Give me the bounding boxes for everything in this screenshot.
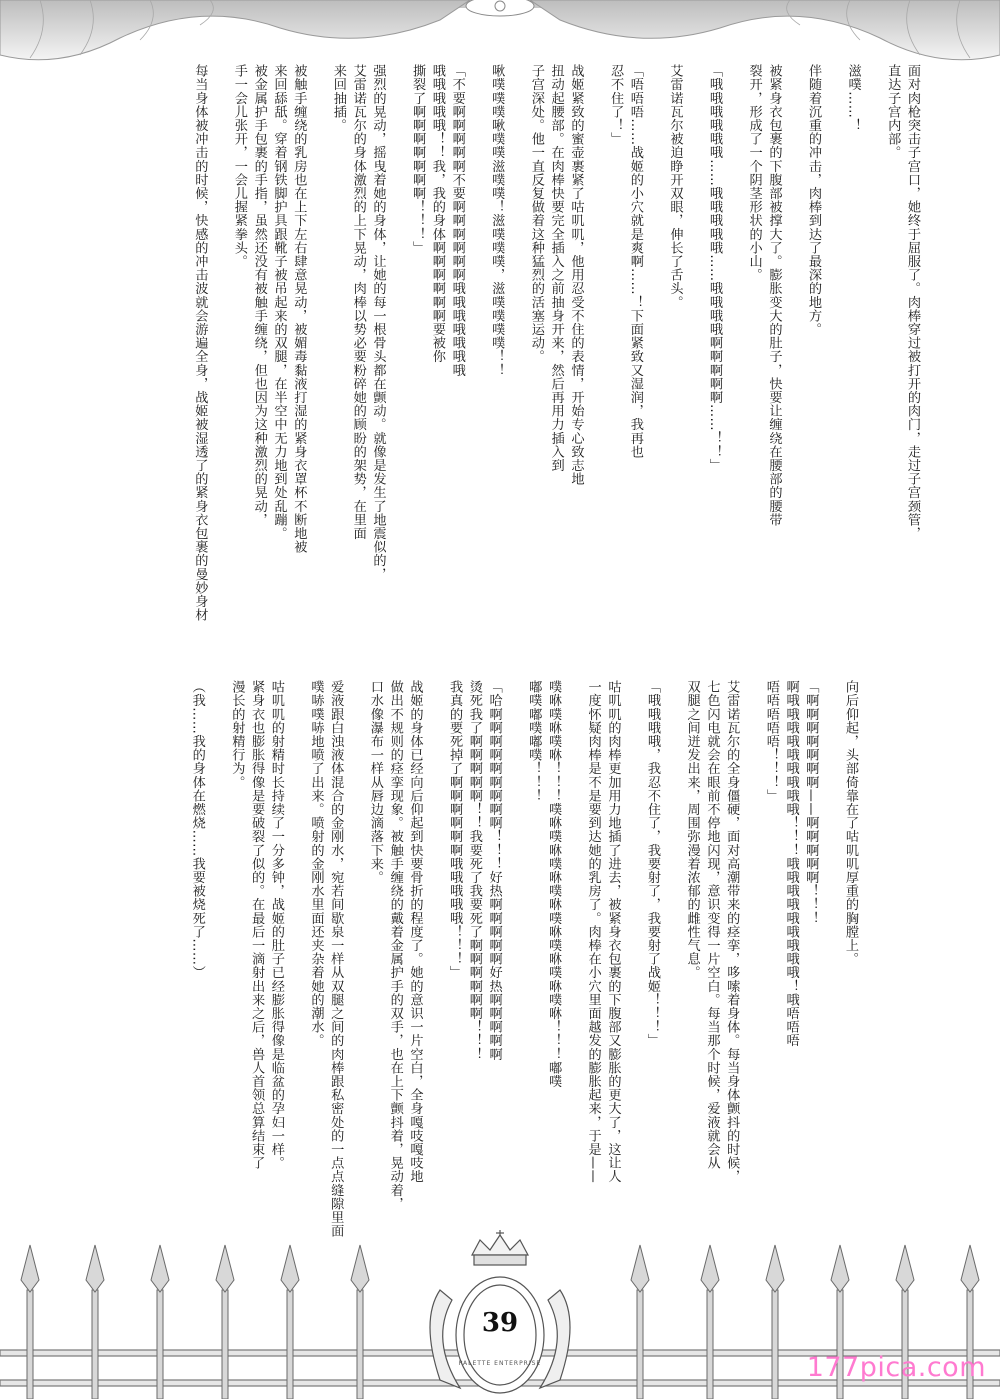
text-column: 漫长的射精行为。 [229,680,245,789]
text-column: 滋噗……！ [845,64,861,132]
text-column: 手一会儿张开，一会儿握紧拳头。 [231,64,247,268]
fence-spear-tip [351,1245,369,1292]
publisher-mark: PALETTE ENTERPRISE [458,1360,542,1367]
text-column [863,64,883,604]
text-column [467,64,487,604]
text-column: 口水像瀑布一样从唇边滴落下来。 [367,680,383,884]
fence-spear [357,1290,363,1399]
text-column [820,680,840,1180]
text-column: 被紧身衣包裹的下腹部被撑大了。膨胀变大的肚子，快要让缠绕在腰部的腰带 [766,64,782,527]
fence-spear-tip [896,1245,914,1292]
fence-spear-tip [281,1245,299,1292]
text-column [387,64,407,604]
fence-spear-tip [21,1245,39,1292]
site-watermark: 177pica.com [806,1352,986,1383]
text-column: 「啊啊啊啊啊啊啊——啊啊啊啊啊！！！ [803,680,819,925]
text-column: （我……我的身体在燃烧……我要被烧死了……） [189,680,205,980]
text-column: 艾雷诺瓦尔的全身僵硬，面对高潮带来的痉挛，哆嗦着身体。每当身体颤抖的时候， [724,680,740,1184]
text-column [345,680,365,1180]
text-column: 战姬紧致的蜜壶裹紧了咕叽叽，他用忍受不住的表情，开始专心致志地 [568,64,584,486]
text-column: 撕裂了啊啊啊啊啊啊啊！！！」 [410,64,426,255]
fence-spear [157,1290,163,1399]
text-column: 艾雷诺瓦尔的身体激烈的上下晃动，肉棒以势必要粉碎她的顾盼的架势，在里面 [350,64,366,540]
text-column: 向后仰起，头部倚靠在了咕叽叽厚重的胸膛上。 [843,680,858,966]
text-column [209,64,229,604]
text-column: 啊哦哦哦哦哦哦哦哦哦！！！哦哦哦哦哦哦哦哦哦！哦唔唔唔 [783,680,799,1048]
fence-spear-tip [701,1245,719,1292]
text-column [684,64,704,604]
fence-spear-tip [631,1245,649,1292]
text-column [741,680,761,1180]
text-column: 咕叽叽的肉棒更加用力地插了进去，被紧身衣包裹的下腹部又膨胀的更大了，这让人 [605,680,621,1184]
text-column: 哦哦哦哦哦！！我，我的身体啊啊啊啊啊啊要被你 [429,64,445,364]
text-column [585,64,605,604]
fence-spear-tip [216,1245,234,1292]
text-column: 强烈的晃动，摇曳着她的身体，让她的每一根骨头都在颤动。就像是发生了地震似的， [370,64,386,581]
text-column [506,64,526,604]
text-column: 七色闪电就会在眼前不停地闪现，意识变得一片空白。每当那个时候，爱液就会从 [704,680,720,1170]
page-number: 39 [481,1308,519,1338]
text-column: 伴随着沉重的冲击，肉棒到达了最深的地方。 [806,64,822,336]
text-column [286,680,306,1180]
text-column: 我真的要死掉了啊啊啊啊啊啊哦哦哦哦哦！！！」 [447,680,463,980]
curtain-top-border [0,0,1000,70]
text-column [645,64,665,604]
text-column: 唔唔唔唔唔！！！」 [763,680,779,803]
fence-spear-tip [151,1245,169,1292]
text-column: 紧身衣也膨胀得像是要破裂了似的。在最后一滴射出来之后，兽人首领总算结束了 [249,680,265,1170]
text-column: 扭动起腰部。在肉棒快要完全插入之前抽身开来，然后再用力插入到 [548,64,564,472]
fence-spear-tip [86,1245,104,1292]
fence-spear [637,1290,643,1399]
text-column: 来回舔舐。穿着钢铁脚护具跟靴子被吊起来的双腿，在半空中无力地到处乱蹦。 [271,64,287,540]
text-column [504,680,524,1180]
fence-spear [707,1290,713,1399]
text-column: 艾雷诺瓦尔被迫睁开双眼，伸长了舌头。 [667,64,683,309]
text-column [662,680,682,1180]
fence-spear [27,1290,33,1399]
text-column: 双腿之间迸发出来，周围弥漫着浓郁的雌性气息。 [684,680,700,980]
text-column: 「哦哦哦哦，我忍不住了，我要射了，我要射了战姬！！！」 [645,680,661,1048]
fence-spear-tip [961,1245,979,1292]
text-column: 「唔唔唔……战姬的小穴就是爽啊……！下面紧致又湿润，我再也 [627,64,643,459]
text-column: 咕叽叽的射精时长持续了一分多钟，战姬的肚子已经膨胀得像是临盆的孕妇一样。 [268,680,284,1170]
text-column: 子宫深处。他一直反复做着这种猛烈的活塞运动。 [528,64,544,364]
text-column: 啾噗噗噗啾噗噗滋噗噗！滋噗噗噗，滋噗噗噗噗！！ [489,64,505,377]
text-column: 爱液跟白浊液体混合的金刚水，宛若间歇泉一样从双腿之间的肉棒跟私密处的一点点缝隙里面 [328,680,344,1238]
fence-spear [92,1290,98,1399]
text-column: 裂开，形成了一个阴茎形状的小山。 [746,64,762,282]
text-column: 一度怀疑肉棒是不是要到达她的乳房了。肉棒在小穴里面越发的膨胀起来，于是—— [585,680,601,1184]
text-column: 做出不规则的痉挛现象。被触手缠绕的戴着金属护手的双手，也在上下颤抖着，晃动着， [387,680,403,1211]
fence-spear [287,1290,293,1399]
text-column: 噗咻噗咻噗咻！！！噗咻噗咻噗咻噗咻噗咻噗咻噗咻噗咻！！！嘟噗 [546,680,562,1088]
text-column: 「哦哦哦哦哦哦……哦哦哦哦哦……哦哦哦哦啊啊啊啊啊……！！」 [707,64,723,472]
text-column: 每当身体被冲击的时候，快感的冲击波就会游遍全身，战姬被湿透了的紧身衣包裹的曼妙身材 [192,64,208,622]
fence-spear-tip [831,1245,849,1292]
text-column: 战姬的身体已经向后仰起到快要骨折的程度了。她的意识一片空白，全身嘎吱嘎吱地 [407,680,423,1184]
body-text-lower [187,680,860,1238]
text-column [424,680,444,1180]
text-column [563,680,583,1180]
text-column: 烫死我了啊啊啊啊啊！！我要死了我要死了啊啊啊啊啊啊！！！ [466,680,482,1061]
fence-spear [222,1290,228,1399]
text-column [308,64,328,604]
text-column [724,64,744,604]
text-column [207,680,227,1180]
text-column: 面对肉枪突击子宫口，她终于屈服了。肉棒穿过被打开的肉门，走过子宫颈管， [905,64,920,540]
text-column: 被金属护手包裹的手指，虽然还没有被触手缠绕，但也因为这种激烈的晃动， [251,64,267,527]
text-column [622,680,642,1180]
text-column: 直达子宫内部。 [885,64,901,160]
text-column: 「不要啊啊啊啊啊不要啊啊啊啊啊啊哦哦哦哦哦哦哦 [449,64,465,377]
text-column: 「哈啊啊啊啊啊啊啊啊啊！！！好热啊啊啊啊啊好热啊啊啊啊啊 [486,680,502,1061]
text-column: 嘟噗嘟噗嘟噗！！！ [526,680,542,803]
text-column [783,64,803,604]
text-column: 被触手缠绕的乳房也在上下左右肆意晃动，被媚毒黏液打湿的紧身衣罩杯不断地被 [291,64,307,554]
text-column: 来回抽插。 [330,64,346,132]
text-column: 忍不住了！」 [608,64,624,146]
text-column [823,64,843,604]
body-text-upper [190,64,922,622]
text-column: 噗哧噗哧地喷了出来。喷射的金刚水里面还夹杂着她的潮水。 [308,680,324,1048]
fence-spear-tip [766,1245,784,1292]
fence-spear [772,1290,778,1399]
